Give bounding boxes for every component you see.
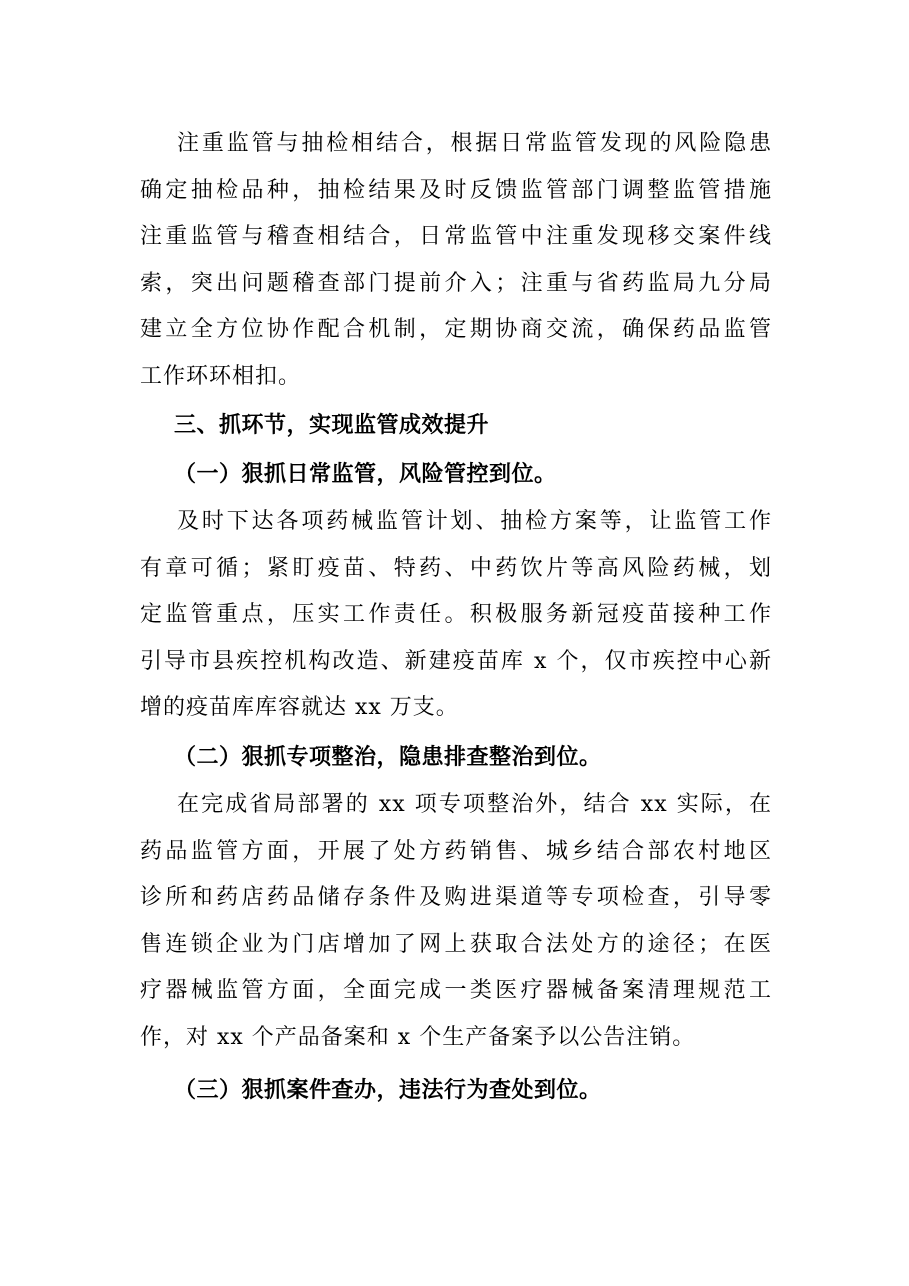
document-body — [140, 121, 772, 1114]
paragraph-special-rectification — [140, 782, 772, 1061]
text-line: 注重监管与抽检相结合，根据日常监管发现的风险隐患 — [177, 131, 772, 156]
text-line: 疗器械监管方面，全面完成一类医疗器械备案清理规范工 — [140, 978, 772, 1003]
text-line: 引导市县疾控机构改造、新建疫苗库 x 个，仅市疾控中心新 — [140, 648, 772, 674]
text-line: 工作环环相扣。 — [140, 363, 302, 389]
text-line: 在完成省局部署的 xx 项专项整治外，结合 xx 实际，在 — [177, 792, 772, 817]
paragraph-daily-supervision — [140, 499, 772, 732]
text-line: 诊所和药店药品储存条件及购进渠道等专项检查，引导零 — [140, 885, 772, 910]
text-line: 有章可循；紧盯疫苗、特药、中药饮片等高风险药械，划 — [140, 555, 772, 581]
text-line: 售连锁企业为门店增加了网上获取合法处方的途径；在医 — [140, 931, 772, 957]
subsection-heading-2: （二）狠抓专项整治，隐患排查整治到位。 — [174, 743, 602, 770]
section-heading-main: 三、抓环节，实现监管成效提升 — [174, 412, 490, 438]
text-line: 索，突出问题稽查部门提前介入；注重与省药监局九分局 — [140, 270, 772, 296]
text-line: 及时下达各项药械监管计划、抽检方案等，让监管工作 — [177, 509, 772, 534]
subsection-heading-3: （三）狠抓案件查办，违法行为查处到位。 — [174, 1077, 602, 1103]
text-line: 药品监管方面，开展了处方药销售、城乡结合部农村地区 — [140, 838, 772, 864]
text-line: 定监管重点，压实工作责任。积极服务新冠疫苗接种工作 — [140, 602, 772, 627]
paragraph-supervision-coordination — [140, 121, 772, 400]
text-line: 建立全方位协作配合机制，定期协商交流，确保药品监管 — [140, 317, 772, 342]
text-line: 确定抽检品种，抽检结果及时反馈监管部门调整监管措施 — [140, 177, 772, 203]
subsection-heading-1: （一）狠抓日常监管，风险管控到位。 — [174, 460, 557, 487]
text-line: 注重监管与稽查相结合，日常监管中注重发现移交案件线 — [140, 224, 772, 249]
text-line: 作，对 xx 个产品备案和 x 个生产备案予以公告注销。 — [140, 1024, 696, 1050]
text-line: 增的疫苗库库容就达 xx 万支。 — [140, 695, 459, 720]
